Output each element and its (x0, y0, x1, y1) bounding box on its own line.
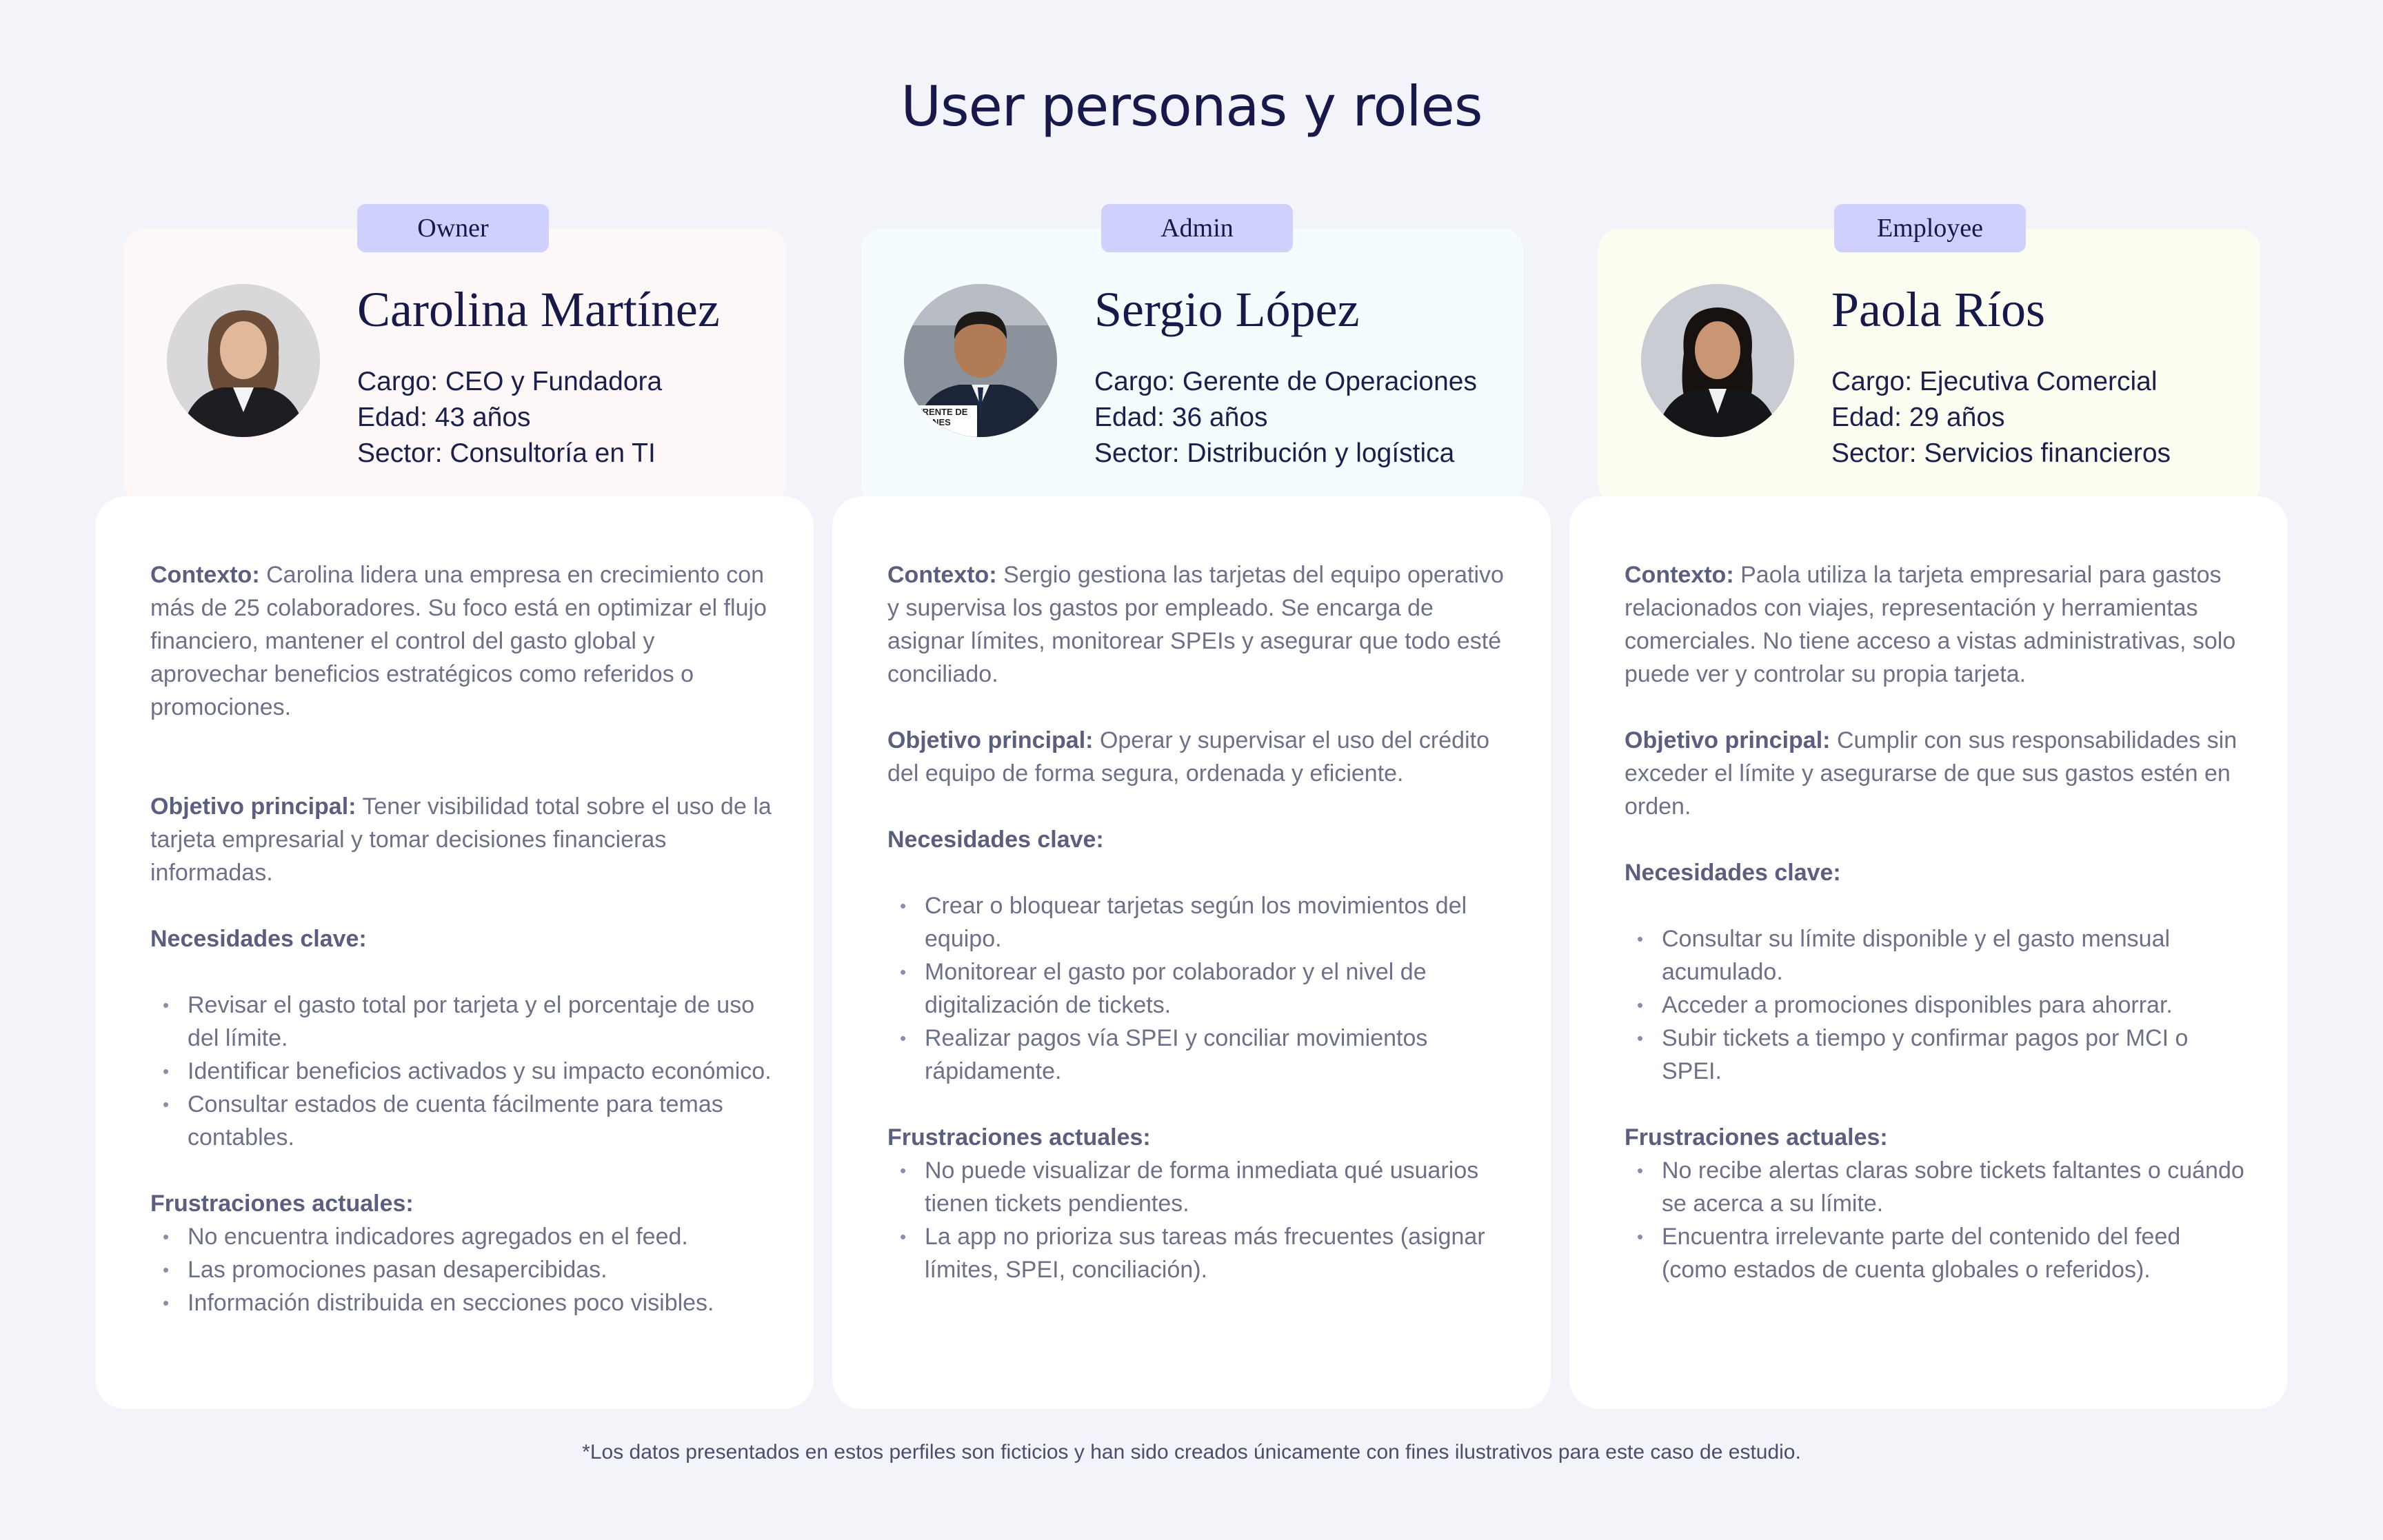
necesidades-label (150, 922, 778, 955)
frustraciones-heading: Frustraciones actuales: (150, 1191, 414, 1217)
objetivo-label: Objetivo principal: (1625, 727, 1831, 753)
avatar (904, 284, 1057, 437)
contexto-section (1625, 558, 2252, 691)
woman-portrait-icon (1641, 284, 1794, 437)
contexto-text: Paola utiliza la tarjeta empresarial para gastos relacionados con viajes, representación y herramientas comerciales. No tiene acceso a vistas administrativas, solo puede ver y controlar su propia tarjeta. (1625, 562, 2236, 687)
objetivo-text: Operar y supervisar el uso del crédito del equipo de forma segura, ordenada y eficiente. (887, 727, 1489, 787)
necesidades-heading: Necesidades clave: (887, 827, 1104, 853)
list-item: • Las promociones pasan desapercibidas. (150, 1253, 778, 1286)
necesidades-heading: Necesidades clave: (1625, 860, 1841, 886)
woman-portrait-icon (167, 284, 320, 437)
persona-name: Sergio López (1094, 282, 1360, 337)
persona-edad: Edad: 43 años (357, 403, 531, 432)
list-item: • Identificar beneficios activados y su impacto económico. (150, 1055, 778, 1088)
persona-facts (357, 364, 798, 472)
persona-card-admin (832, 204, 1551, 1409)
contexto-label: Contexto: (887, 562, 997, 588)
necesidades-list (1625, 922, 2252, 1088)
persona-name: Paola Ríos (1831, 282, 2046, 337)
objetivo-label: Objetivo principal: (150, 793, 356, 820)
objetivo-text: Tener visibilidad total sobre el uso de la tarjeta empresarial y tomar decisiones financieras informadas. (150, 793, 772, 886)
frustraciones-label (1625, 1121, 2252, 1154)
persona-detail-card (95, 496, 814, 1409)
necesidades-label (1625, 856, 2252, 889)
contexto-label: Contexto: (150, 562, 260, 588)
necesidades-list (887, 889, 1515, 1088)
list-item: • Revisar el gasto total por tarjeta y el porcentaje de uso del límite. (150, 989, 778, 1055)
persona-detail-card (1569, 496, 2288, 1409)
persona-detail-card (832, 496, 1551, 1409)
role-badge: Owner (357, 204, 549, 252)
page-title: User personas y roles (901, 74, 1482, 139)
persona-card-employee (1569, 204, 2288, 1409)
list-item: • Encuentra irrelevante parte del contenido del feed (como estados de cuenta globales o referidos). (1625, 1220, 2252, 1286)
objetivo-section (887, 724, 1515, 790)
objetivo-section (150, 790, 778, 889)
list-item: • Consultar estados de cuenta fácilmente para temas contables. (150, 1088, 778, 1154)
role-badge: Admin (1101, 204, 1293, 252)
contexto-section (887, 558, 1515, 691)
list-item: • No encuentra indicadores agregados en el feed. (150, 1220, 778, 1253)
objetivo-label: Objetivo principal: (887, 727, 1094, 753)
list-item: • No puede visualizar de forma inmediata qué usuarios tienen tickets pendientes. (887, 1154, 1515, 1220)
avatar-badge-text: ERENTE DE CIONES (916, 407, 968, 427)
frustraciones-list (887, 1154, 1515, 1286)
persona-cargo: Cargo: Gerente de Operaciones (1094, 367, 1477, 396)
frustraciones-heading: Frustraciones actuales: (1625, 1124, 1888, 1151)
list-item: • Monitorear el gasto por colaborador y el nivel de digitalización de tickets. (887, 955, 1515, 1022)
contexto-section (150, 558, 778, 724)
persona-cargo: Cargo: Ejecutiva Comercial (1831, 367, 2158, 396)
list-item: • Realizar pagos vía SPEI y conciliar movimientos rápidamente. (887, 1022, 1515, 1088)
necesidades-label (887, 823, 1515, 856)
persona-sector: Sector: Servicios financieros (1831, 438, 2171, 468)
contexto-text: Carolina lidera una empresa en crecimiento con más de 25 colaboradores. Su foco está en optimizar el flujo financiero, mantener el control del gasto global y aprovechar beneficios estratégicos como referidos o promociones. (150, 562, 767, 720)
persona-sector: Sector: Consultoría en TI (357, 438, 656, 468)
footnote: *Los datos presentados en estos perfiles son ficticios y han sido creados únicamente con fines ilustrativos para este caso de estudio. (582, 1441, 1801, 1463)
persona-sector: Sector: Distribución y logística (1094, 438, 1455, 468)
persona-name: Carolina Martínez (357, 282, 720, 337)
frustraciones-list (1625, 1154, 2252, 1286)
persona-card-owner (95, 204, 814, 1409)
list-item: • Información distribuida en secciones poco visibles. (150, 1286, 778, 1319)
persona-cargo: Cargo: CEO y Fundadora (357, 367, 663, 396)
list-item: • No recibe alertas claras sobre tickets faltantes o cuándo se acerca a su límite. (1625, 1154, 2252, 1220)
role-badge: Employee (1834, 204, 2026, 252)
list-item: • Acceder a promociones disponibles para ahorrar. (1625, 989, 2252, 1022)
necesidades-list (150, 989, 778, 1154)
frustraciones-label (887, 1121, 1515, 1154)
list-item: • Subir tickets a tiempo y confirmar pagos por MCI o SPEI. (1625, 1022, 2252, 1088)
avatar (167, 284, 320, 437)
persona-edad: Edad: 29 años (1831, 403, 2005, 432)
frustraciones-label (150, 1187, 778, 1220)
avatar (1641, 284, 1794, 437)
objetivo-section (1625, 724, 2252, 823)
contexto-text: Sergio gestiona las tarjetas del equipo operativo y supervisa los gastos por empleado. Se encarga de asignar límites, monitorear SPEIs y asegurar que todo esté conciliado. (887, 562, 1504, 687)
necesidades-heading: Necesidades clave: (150, 926, 367, 952)
frustraciones-heading: Frustraciones actuales: (887, 1124, 1151, 1151)
list-item: • Consultar su límite disponible y el gasto mensual acumulado. (1625, 922, 2252, 989)
list-item: • Crear o bloquear tarjetas según los movimientos del equipo. (887, 889, 1515, 955)
contexto-label: Contexto: (1625, 562, 1734, 588)
persona-facts (1094, 364, 1536, 472)
list-item: • La app no prioriza sus tareas más frecuentes (asignar límites, SPEI, conciliación). (887, 1220, 1515, 1286)
frustraciones-list (150, 1220, 778, 1319)
objetivo-text: Cumplir con sus responsabilidades sin exceder el límite y asegurarse de que sus gastos estén en orden. (1625, 727, 2238, 820)
persona-facts (1831, 364, 2273, 472)
persona-edad: Edad: 36 años (1094, 403, 1268, 432)
